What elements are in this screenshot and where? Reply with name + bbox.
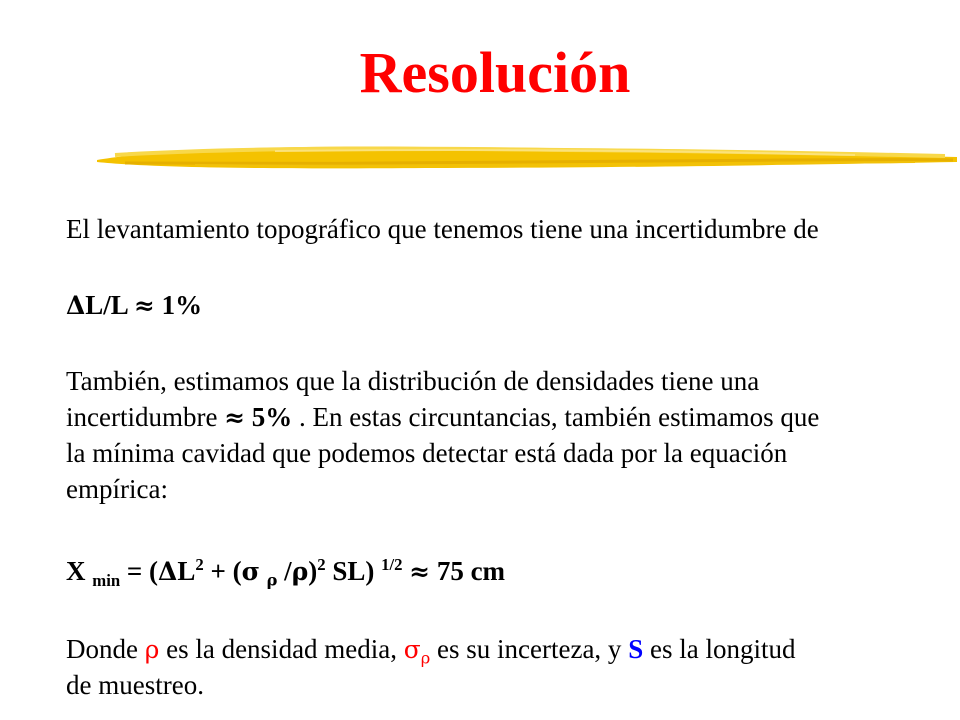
uncertainty-value bbox=[224, 402, 292, 432]
square-superscript: 2 bbox=[317, 555, 326, 574]
equation-2-text: + ( bbox=[203, 556, 242, 587]
sigma-rho-symbol bbox=[403, 634, 431, 668]
delta-symbol: Δ bbox=[158, 557, 178, 587]
l-superscript: 2 bbox=[195, 555, 204, 574]
equation-1-lhs: L/L bbox=[85, 290, 128, 320]
half-superscript: 1/2 bbox=[381, 555, 403, 574]
equation-2-text: L bbox=[177, 556, 196, 587]
paragraph-2-text: incertidumbre bbox=[66, 402, 218, 432]
sigma-symbol: σ bbox=[403, 635, 421, 664]
sigma-symbol: σ bbox=[241, 557, 260, 587]
x-subscript: min bbox=[92, 570, 121, 590]
equation-2-value: 75 cm bbox=[436, 556, 506, 587]
paragraph-2-line-1: También, estimamos que la distribución de densidades tiene una bbox=[66, 366, 760, 396]
equation-2 bbox=[66, 547, 505, 599]
rho-symbol: ρ bbox=[291, 557, 309, 587]
uncertainty-percent: 5% bbox=[251, 402, 293, 432]
x-symbol: X bbox=[66, 556, 86, 587]
paragraph-3-text: es su incerteza, y bbox=[437, 634, 622, 664]
rho-subscript: ρ bbox=[420, 648, 431, 668]
paragraph-3-text: Donde bbox=[66, 634, 138, 664]
equation-1-value: 1% bbox=[161, 290, 203, 320]
rho-subscript: ρ bbox=[266, 570, 278, 590]
equation-2-text: SL) bbox=[325, 556, 375, 587]
delta-symbol: Δ bbox=[66, 291, 86, 320]
equation-2-text: = ( bbox=[126, 556, 159, 587]
paragraph-2-line-3: la mínima cavidad que podemos detectar está dada por la equación bbox=[66, 438, 788, 468]
approx-symbol: ≈ bbox=[224, 403, 246, 432]
paragraph-3-text: es la densidad media, bbox=[166, 634, 398, 664]
paragraph-1: El levantamiento topográfico que tenemos tiene una incertidumbre de bbox=[66, 214, 819, 244]
paragraph-2-text: . En estas circuntancias, también estimamos que bbox=[299, 402, 820, 432]
paragraph-3-line-2: de muestreo. bbox=[66, 670, 204, 700]
equation-2-text: ) bbox=[308, 556, 318, 587]
paragraph-2-line-4: empírica: bbox=[66, 474, 168, 504]
rho-symbol: ρ bbox=[144, 635, 160, 664]
title-underline-brush bbox=[95, 138, 960, 178]
approx-symbol: ≈ bbox=[134, 291, 155, 320]
equation-1 bbox=[66, 287, 202, 324]
equation-2-text: / bbox=[277, 556, 292, 587]
slide-title: Resolución bbox=[359, 40, 631, 105]
paragraph-2-line-2 bbox=[66, 399, 819, 436]
approx-symbol: ≈ bbox=[409, 557, 431, 587]
paragraph-3-text: es la longitud bbox=[649, 634, 796, 664]
s-symbol: S bbox=[628, 634, 644, 664]
